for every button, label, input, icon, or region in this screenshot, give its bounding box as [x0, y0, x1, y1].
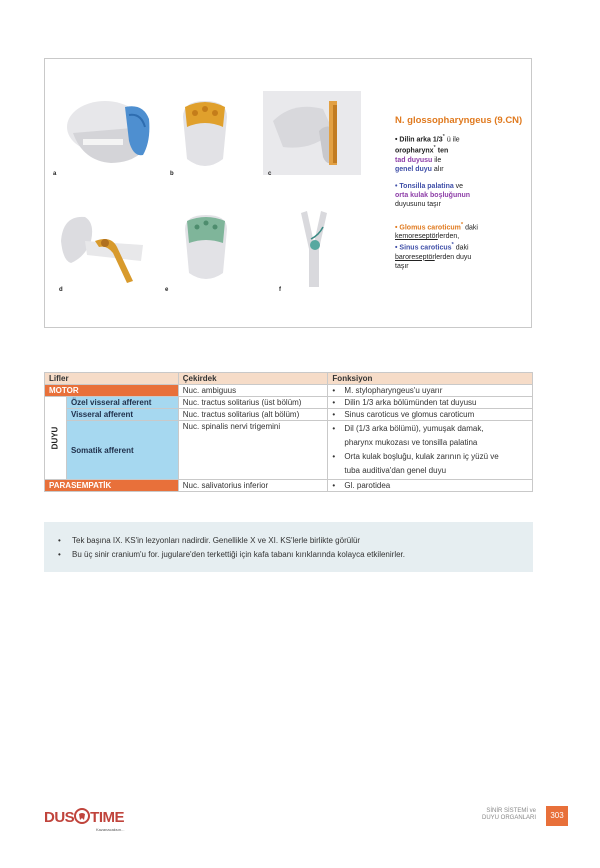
section-name: SİNİR SİSTEMİ ve DUYU ORGANLARI [481, 808, 536, 821]
sensory-group-label: DUYU [50, 426, 60, 450]
parasympathetic-label: PARASEMPATİK [45, 480, 179, 492]
figure-bullet-glomus: • Glomus caroticum* daki kemoreseptörlerden, • Sinus caroticus* daki baroreseptörlerden duyu taşır [395, 222, 478, 270]
table-row-somatic [45, 421, 533, 480]
anatomy-figure [44, 58, 532, 328]
skull-lateral-illustration [63, 97, 155, 169]
figure-bullet-tonsil: • Tonsilla palatina ve orta kulak boşluğunun duyusunu taşır [395, 183, 471, 208]
page-number: 303 [546, 806, 568, 826]
visceral-label: Visseral afferent [66, 409, 178, 421]
header-function: Fonksiyon [328, 373, 533, 385]
table-header-row [45, 373, 533, 385]
carotid-illustration [297, 209, 331, 287]
table-row-motor [45, 385, 533, 397]
figure-title: N. glossopharyngeus (9.CN) [395, 115, 523, 126]
parasympathetic-function: • Gl. parotidea [328, 480, 533, 492]
note-item: • Tek başına IX. KS'in lezyonları nadirdir. Genellikle X ve XI. KS'lerle birlikte görülür [58, 536, 361, 545]
ear-illustration [55, 211, 143, 287]
special-visceral-nucleus: Nuc. tractus solitarius (üst bölüm) [178, 397, 328, 409]
panel-letter-f: f [279, 287, 281, 293]
visceral-function: • Sinus caroticus ve glomus caroticum [328, 409, 533, 421]
header-fibers: Lifler [45, 373, 179, 385]
panel-letter-b: b [170, 171, 174, 177]
parasympathetic-nucleus: Nuc. salivatorius inferior [178, 480, 328, 492]
header-nucleus: Çekirdek [178, 373, 328, 385]
table-row-parasympathetic [45, 480, 533, 492]
table-row-special-visceral [45, 397, 533, 409]
panel-letter-c: c [268, 171, 272, 177]
clinical-notes [44, 522, 533, 572]
panel-letter-a: a [53, 171, 57, 177]
somatic-nucleus: Nuc. spinalis nervi trigemini [178, 421, 328, 480]
somatic-function: • Dil (1/3 arka bölümü), yumuşak damak, pharynx mukozası ve tonsilla palatina • Orta kulak boşluğu, kulak zarının iç yüzü ve tuba auditiva'dan genel duyu [328, 421, 533, 480]
motor-function: • M. stylopharyngeus'u uyarır [328, 385, 533, 397]
sensory-group-cell [45, 397, 67, 480]
table-row-visceral [45, 409, 533, 421]
nerve-fiber-table [44, 372, 533, 492]
figure-bullet-taste: • Dilin arka 1/3* ü ile oropharynx* ten tad duyusu ile genel duyu alır [395, 134, 460, 173]
logo-tagline: Kazanacaksın... [96, 827, 125, 832]
tooth-clock-icon [74, 808, 90, 824]
special-visceral-label: Özel visseral afferent [66, 397, 178, 409]
panel-letter-d: d [59, 287, 63, 293]
visceral-nucleus: Nuc. tractus solitarius (alt bölüm) [178, 409, 328, 421]
special-visceral-function: • Dilin 1/3 arka bölümünden tat duyusu [328, 397, 533, 409]
somatic-label: Somatik afferent [66, 421, 178, 480]
motor-label: MOTOR [45, 385, 179, 397]
brand-logo: DUS TIME Kazanacaksın... [44, 809, 125, 832]
note-item: • Bu üç sinir cranium'u for. jugulare'den terkettiği için kafa tabanı kırıklarında kolayca etkilenirler. [58, 550, 405, 559]
tongue-illustration [177, 97, 233, 173]
head-sagittal-illustration [263, 91, 361, 175]
motor-nucleus: Nuc. ambiguus [178, 385, 328, 397]
panel-letter-e: e [165, 287, 169, 293]
tongue-posterior-illustration [179, 211, 233, 285]
